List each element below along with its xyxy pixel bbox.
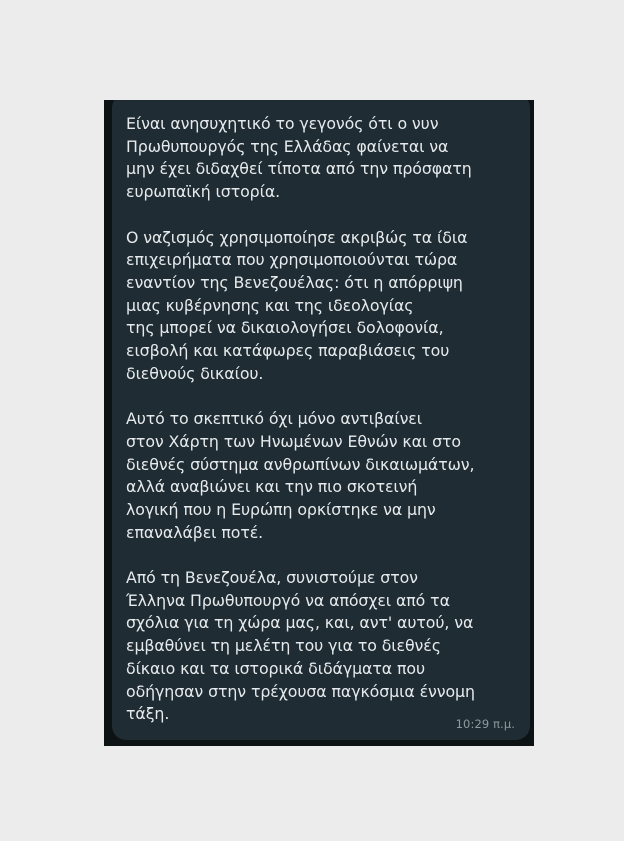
message-text [126,113,526,726]
chat-screen [104,100,534,746]
previous-message-edge [112,100,530,102]
message-paragraph: Είναι ανησυχητικό το γεγονός ότι ο νυν Πρωθυπουργός της Ελλάδας φαίνεται να μην έχει διδαχθεί τίποτα από την πρόσφατη ευρωπαϊκή ιστορία. [126,114,472,202]
message-paragraph: Ο ναζισμός χρησιμοποίησε ακριβώς τα ίδια επιχειρήματα που χρησιμοποιούνται τώρα εναντίον της Βενεζουέλας: ότι η απόρριψη μιας κυβέρνησης και της ιδεολογίας της μπορεί να δικαιολογήσει δολοφονία, εισβολή και κατάφωρες παραβιάσεις του διεθνούς δικαίου. [126,227,468,383]
message-paragraph: Από τη Βενεζουέλα, συνιστούμε στον Έλληνα Πρωθυπουργό να απόσχει από τα σχόλια για τη χώρα μας, και, αντ' αυτού, να εμβαθύνει τη μελέτη του για το διεθνές δίκαιο και τα ιστορικά διδάγματα που οδήγησαν στην τρέχουσα παγκόσμια έννομη τάξη. [126,568,475,724]
message-timestamp: 10:29 π.μ. [455,717,515,731]
message-bubble[interactable] [112,100,530,740]
message-paragraph: Αυτό το σκεπτικό όχι μόνο αντιβαίνει στον Χάρτη των Ηνωμένων Εθνών και στο διεθνές σύστημα ανθρωπίνων δικαιωμάτων, αλλά αναβιώνει και την πιο σκοτεινή λογική που η Ευρώπη ορκίστηκε να μην επαναλάβει ποτέ. [126,409,475,542]
